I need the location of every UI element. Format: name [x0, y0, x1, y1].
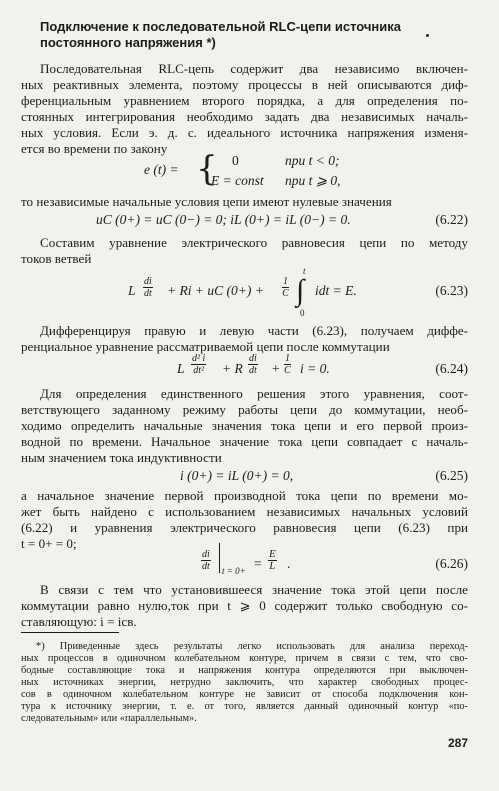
para1-line-6: ется во времени по закону — [21, 141, 168, 156]
para3-line-2: токов ветвей — [21, 251, 92, 266]
eq-6-26-E: E — [269, 548, 276, 560]
eq-6-23-upper-limit: t — [303, 266, 306, 276]
eq-6-24-tail: i = 0. — [300, 361, 330, 376]
para7-line-1: В связи с тем что установившееся значение тока этой цепи после — [40, 582, 468, 597]
eq-6-24-plus: + — [272, 361, 280, 376]
eq-6-26-dot: . — [287, 556, 291, 571]
para1-line-3: ференциальным уравнением второго порядка, а для определения по- — [21, 93, 468, 108]
eq-6-23-one: 1 — [283, 276, 288, 287]
eq-6-24-plusR: + R — [222, 361, 243, 376]
eq-6-22-expr: uC (0+) = uC (0−) = 0; iL (0+) = iL (0−) = 0. — [96, 212, 351, 227]
para1-line-5: ных условия. Если э. д. с. идеального источника напряжения изменя- — [21, 125, 468, 140]
page-number: 287 — [447, 736, 468, 750]
para5-line-5: ным значением тока индуктивности — [21, 450, 222, 465]
eq-6-24-d2i: d² i — [192, 353, 206, 364]
eq-6-24-dt: dt — [249, 365, 257, 376]
eq-6-25-number: (6.25) — [435, 468, 468, 483]
eq-6-26-frac-didt — [199, 549, 213, 572]
para5-line-2: ветствующего заданному режиму работы цепи до коммутации, необ- — [21, 402, 468, 417]
eq-6-23-dt: dt — [144, 288, 152, 299]
para5-line-4: водной по времени. Начальное значение тока цепи совпадает с началь- — [21, 434, 468, 449]
footnote-line-4: ных источниках энергии, нетрудно заключить, что характер свободных процес- — [21, 677, 468, 688]
eq-6-24-frac-1c — [282, 353, 293, 376]
para1-line-4: стоянных интегрирования необходимо задать два независимых началь- — [21, 109, 468, 124]
para7-line-2: коммутации равно нулю,ток при t ⩾ 0 содержит только свободную со- — [21, 598, 468, 613]
para6-line-3: (6.22) и уравнения электрического равновесия цепи (6.23) при — [21, 520, 468, 535]
eq-6-23-di: di — [144, 276, 152, 287]
eq-source-case1-value: 0 — [232, 153, 239, 168]
para6-line-1: а начальное значение первой производной тока цепи по времени мо- — [21, 488, 468, 503]
eq-6-23-integral-sign: ∫ — [296, 274, 305, 307]
para1-line-2: ных реактивных элемента, поэтому процессы в ней описываются диф- — [21, 77, 468, 92]
eq-6-24-frac-didt — [246, 353, 260, 376]
footnote-line-7: следовательным» или «параллельным». — [21, 713, 197, 724]
eq-6-23-number: (6.23) — [435, 283, 468, 298]
eq-6-23-tail: idt = E. — [315, 283, 357, 298]
eq-6-23-lower-limit: 0 — [300, 308, 305, 318]
eq-6-26-L: L — [269, 560, 276, 572]
eq-6-26-frac-EL — [266, 549, 279, 572]
para6-line-2: жет быть найдено с использованием независимых начальных условий — [21, 504, 468, 519]
eq-6-24-one: 1 — [285, 353, 290, 364]
eq-6-24-frac-d2idt2 — [189, 353, 208, 376]
eq-6-24-L: L — [177, 361, 185, 376]
eq-source-brace: { — [196, 149, 218, 189]
eq-6-23-L: L — [128, 283, 136, 298]
eq-6-23-frac-didt — [141, 276, 155, 299]
para5-line-1: Для определения единственного решения этого уравнения, соот- — [40, 386, 468, 401]
footnote-rule — [21, 632, 119, 633]
footnote-line-2: ных процессов в одиночном колебательном контуре, причем в связи с тем, что сво- — [21, 653, 468, 664]
eq-6-26-di: di — [202, 549, 210, 560]
footnote-line-3: бодные составляющие тока и напряжения контура определяются при выключен- — [21, 665, 468, 676]
eq-6-26-evaluation-bar — [219, 543, 220, 573]
para7-line-3: ставляющую: i = iсв. — [21, 614, 137, 629]
para5-line-3: ходимо определить начальные значения тока цепи и его первой произ- — [21, 418, 468, 433]
section-heading-line-2: постоянного напряжения *) — [40, 35, 216, 50]
eq-6-24-di: di — [249, 353, 257, 364]
footnote-line-1: *) Приведенные здесь результаты легко использовать для анализа переход- — [36, 641, 468, 652]
para6-line-4: t = 0+ = 0; — [21, 536, 77, 551]
para4-line-1: Дифференцируя правую и левую части (6.23), получаем диффе- — [40, 323, 468, 338]
eq-6-22-number: (6.22) — [435, 212, 468, 227]
eq-6-23-C: C — [282, 288, 289, 299]
eq-6-26-equals: = — [254, 556, 262, 571]
footnote-line-5: сов в одиночном колебательном контуре не зависит от способа подключения кон- — [21, 689, 468, 700]
eq-6-24-dt2: dt² — [193, 365, 205, 376]
para1-line-1: Последовательная RLC-цепь содержит два независимо включен- — [40, 61, 468, 76]
eq-6-26-number: (6.26) — [435, 556, 468, 571]
eq-source-case2-cond: при t ⩾ 0, — [285, 173, 341, 188]
para4-line-2: ренциальное уравнение рассматриваемой цепи после коммутации — [21, 339, 390, 354]
eq-6-24-C: C — [284, 365, 291, 376]
footnote-line-6: тура к источнику энергии, т. е. от того, является данный одиночный контур «по- — [21, 701, 468, 712]
para2-line: то независимые начальные условия цепи имеют нулевые значения — [21, 194, 392, 209]
eq-6-23-frac-1c — [280, 276, 291, 299]
eq-source-lhs: e (t) = — [144, 162, 179, 177]
eq-source-case2-value: E = const — [211, 173, 264, 188]
page-speck — [426, 34, 429, 37]
eq-source-case1-cond: при t < 0; — [285, 153, 340, 168]
eq-6-26-subscript: t = 0+ — [222, 566, 246, 576]
para3-line-1: Составим уравнение электрического равновесия цепи по методу — [40, 235, 468, 250]
eq-6-24-number: (6.24) — [435, 361, 468, 376]
eq-6-26-dt: dt — [202, 561, 210, 572]
eq-6-23-middle: + Ri + uC (0+) + — [167, 283, 264, 298]
eq-6-25-expr: i (0+) = iL (0+) = 0, — [180, 468, 294, 483]
section-heading-line-1: Подключение к последовательной RLC-цепи источника — [40, 19, 402, 34]
